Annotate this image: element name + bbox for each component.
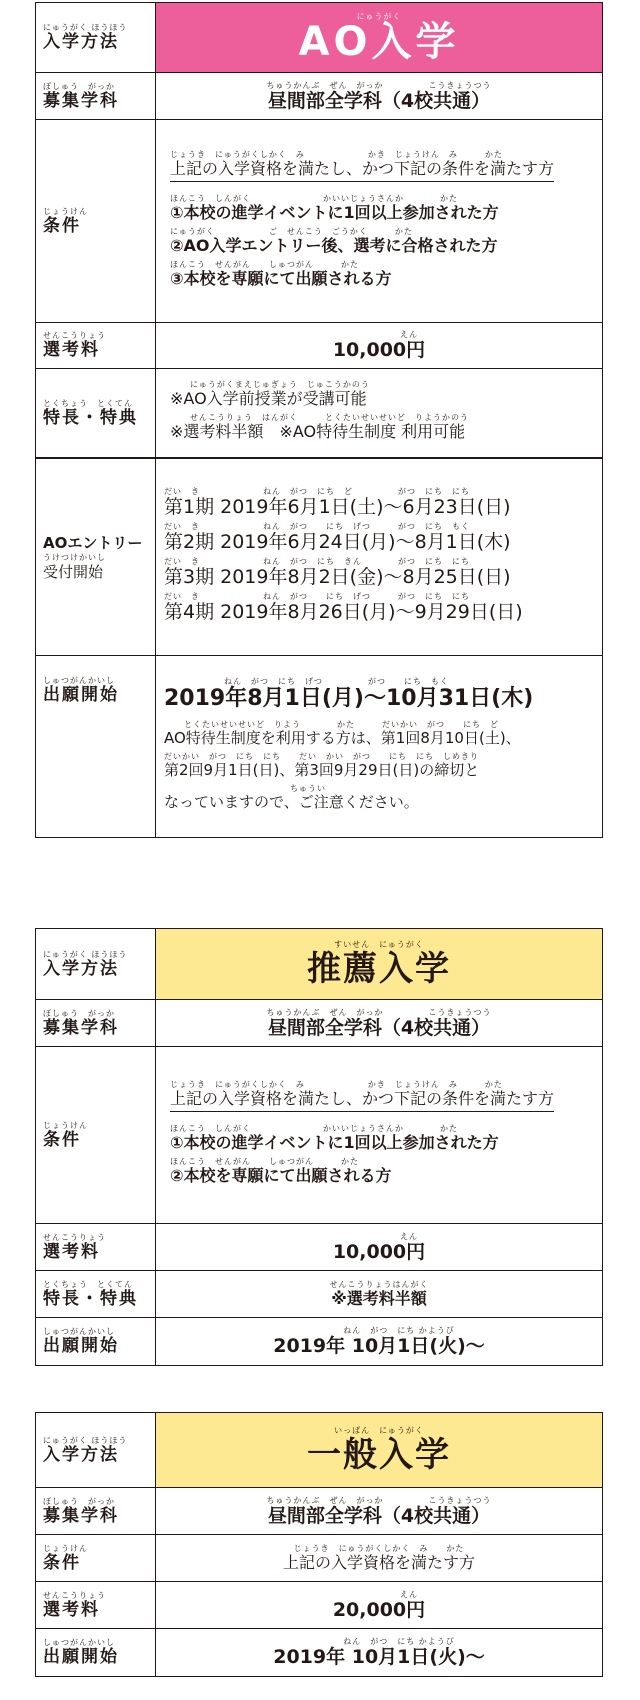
period-line	[164, 522, 511, 553]
dept-value: 昼間部全学科（4校共通）	[267, 1016, 491, 1039]
line-ruby: ほんこう しんがく かいいじょうさんか かた	[170, 193, 458, 203]
value-ruby: えん	[400, 330, 418, 339]
value-ruby: ちゅうかんぶ ぜん がっか こうきょうつう	[266, 1007, 492, 1017]
row-label	[36, 929, 156, 999]
label-ruby: うけつけかいし	[43, 552, 106, 562]
fee-value-cell	[156, 1582, 602, 1628]
label-ruby: にゅうがく ほうほう	[43, 23, 128, 32]
line-text: 第1期 2019年6月1日(土)～6月23日(日)	[164, 496, 511, 518]
note-line	[164, 752, 479, 780]
label-text: 条件	[43, 1552, 81, 1573]
label-text: 募集学科	[43, 90, 119, 111]
line-ruby: じょうき にゅうがくしかく み かき じょうけん み かた	[170, 1080, 503, 1089]
label-ruby: しゅつがんかいし	[43, 1327, 115, 1336]
label-ruby: にゅうがく ほうほう	[43, 1435, 128, 1445]
apply-value: 2019年 10月1日(火)～	[273, 1335, 485, 1357]
title-ruby: いっぱん にゅうがく	[334, 1425, 424, 1435]
line-ruby: だい き ねん がつ にち ど がつ にち にち	[164, 487, 470, 496]
line-ruby: にゅうがく ご せんこう ごうかく かた	[170, 226, 413, 236]
ao-apply-row	[36, 655, 602, 837]
cond-line	[170, 1157, 392, 1186]
fee-value: 20,000円	[332, 1598, 426, 1621]
line-text: ②AO入学エントリー後、選考に合格された方	[170, 235, 498, 255]
ao-title-cell	[156, 3, 602, 72]
cond-value: 上記の入学資格を満たす方	[282, 1552, 475, 1572]
label-text: 受付開始	[43, 562, 104, 581]
label-text: 条件	[43, 1129, 81, 1150]
line-text: ①本校の進学イベントに1回以上参加された方	[170, 202, 499, 222]
label-text: 選考料	[43, 340, 100, 360]
label-ruby: じょうけん	[43, 206, 88, 216]
cond-line	[170, 150, 554, 182]
value-ruby: じょうき にゅうがくしかく み かた	[293, 1543, 465, 1553]
row-label	[36, 1224, 156, 1270]
row-label	[36, 369, 156, 457]
perk-line	[170, 380, 370, 409]
label-ruby: しゅつがんかいし	[43, 1638, 115, 1647]
line-ruby: だい き ねん がつ にち きん がつ にち にち	[164, 557, 470, 566]
label-ruby: ぼしゅう がっか	[43, 1008, 115, 1018]
rec-title: 推薦入学	[307, 948, 451, 989]
title-ruby: にゅうがく	[356, 12, 402, 21]
rec-perk-row	[36, 1270, 602, 1317]
value-ruby: えん	[400, 1589, 418, 1599]
period-line	[164, 592, 523, 623]
label-ruby: とくちょう とくてん	[43, 398, 133, 408]
note-line	[164, 784, 419, 812]
ao-fee-row	[36, 322, 602, 368]
row-label	[36, 3, 156, 72]
row-label	[36, 1582, 156, 1628]
gen-title: 一般入学	[307, 1434, 451, 1475]
line-text: 第2期 2019年6月24日(月)～8月1日(木)	[164, 531, 511, 553]
cond-value-cell	[156, 1047, 602, 1223]
label-ruby: ぼしゅう がっか	[43, 1496, 115, 1506]
label-text: 条件	[43, 215, 81, 236]
apply-date: 2019年8月1日(月)～10月31日(木)	[164, 686, 534, 711]
cond-line	[170, 1124, 499, 1153]
gen-apply-row	[36, 1628, 602, 1676]
perk-line	[170, 413, 469, 442]
cond-line	[170, 1080, 554, 1112]
label-ruby: にゅうがく ほうほう	[43, 949, 128, 959]
row-label	[36, 1535, 156, 1581]
row-label	[36, 1047, 156, 1223]
line-text: ※選考料半額 ※AO特待生制度 利用可能	[170, 422, 466, 441]
gen-cond-row	[36, 1534, 602, 1581]
row-label	[36, 1318, 156, 1365]
label-text: AOエントリー	[43, 533, 143, 552]
label-text: 募集学科	[43, 1505, 119, 1526]
value-ruby: ちゅうかんぶ ぜん がっか こうきょうつう	[266, 80, 492, 90]
value-ruby: ねん がつ にち かようび	[343, 1637, 455, 1646]
row-label	[36, 73, 156, 119]
line-text: ①本校の進学イベントに1回以上参加された方	[170, 1133, 499, 1152]
value-ruby: ねん がつ にち かようび	[343, 1326, 455, 1335]
dept-value: 昼間部全学科（4校共通）	[267, 89, 491, 112]
row-label	[36, 1629, 156, 1676]
recommendation-admission-table	[35, 928, 603, 1366]
apply-value: 2019年 10月1日(火)～	[273, 1646, 485, 1668]
label-text: 入学方法	[43, 1444, 119, 1465]
ao-method-row	[36, 3, 602, 72]
line-ruby: だい き ねん がつ にち げつ がつ にち にち	[164, 592, 470, 601]
line-ruby: ほんこう せんがん しゅつがん かた	[170, 1157, 359, 1166]
line-text: なっていますので、ご注意ください。	[164, 793, 419, 811]
label-text: 出願開始	[43, 1647, 119, 1667]
line-text: AO特待生制度を利用する方は、第1回8月10日(土)、	[164, 729, 521, 747]
rec-dept-row	[36, 999, 602, 1046]
row-label	[36, 323, 156, 368]
label-text: 出願開始	[43, 1336, 119, 1356]
gen-method-row	[36, 1413, 602, 1487]
line-ruby: ちゅうい	[164, 784, 326, 793]
ao-admission-table	[35, 2, 603, 838]
label-text: 特長・特典	[43, 1288, 138, 1309]
line-ruby: にゅうがくまえじゅぎょう じゅこうかのう	[190, 380, 370, 389]
dept-value-cell	[156, 1000, 602, 1046]
label-ruby: とくちょう とくてん	[43, 1279, 133, 1289]
line-text: ③本校を専願にて出願される方	[170, 268, 392, 288]
gen-fee-row	[36, 1581, 602, 1628]
row-label	[36, 459, 156, 655]
label-text: 入学方法	[43, 958, 119, 979]
line-text: ※AO入学前授業が受講可能	[170, 389, 367, 408]
line-ruby: せんこうりょう はんがく とくたいせいせいど りようかのう	[190, 413, 469, 422]
dept-value-cell	[156, 73, 602, 119]
line-ruby: ほんこう しんがく かいいじょうさんか かた	[170, 1124, 458, 1133]
line-ruby: じょうき にゅうがくしかく み かき じょうけん み かた	[170, 149, 503, 159]
row-label	[36, 1271, 156, 1317]
line-text: 上記の入学資格を満たし、かつ下記の条件を満たす方	[170, 1089, 554, 1112]
label-text: 選考料	[43, 1241, 100, 1262]
rec-method-row	[36, 929, 602, 999]
entry-value-cell	[156, 459, 602, 655]
rec-apply-row	[36, 1317, 602, 1365]
label-ruby: じょうけん	[43, 1543, 88, 1553]
ao-perk-row	[36, 368, 602, 457]
label-text: 募集学科	[43, 1017, 119, 1038]
perk-value: ※選考料半額	[331, 1288, 427, 1308]
apply-value-cell	[156, 1629, 602, 1676]
note-line	[164, 720, 521, 748]
perk-value-cell	[156, 369, 602, 457]
fee-value-cell	[156, 323, 602, 368]
ao-entry-row	[36, 457, 602, 655]
perk-value-cell	[156, 1271, 602, 1317]
label-ruby: じょうけん	[43, 1120, 88, 1130]
fee-value: 10,000円	[332, 339, 426, 361]
ao-cond-row	[36, 119, 602, 322]
ao-title: AO入学	[298, 19, 460, 65]
row-label	[36, 656, 156, 837]
line-ruby: だい き ねん がつ にち げつ がつ にち もく	[164, 522, 470, 531]
line-text: 上記の入学資格を満たし、かつ下記の条件を満たす方	[170, 159, 554, 182]
line-text: 第4期 2019年8月26日(月)～9月29日(日)	[164, 601, 523, 623]
cond-line	[170, 194, 499, 223]
apply-value-cell	[156, 656, 602, 837]
fee-value-cell	[156, 1224, 602, 1270]
cond-line	[170, 260, 392, 289]
row-label	[36, 1000, 156, 1046]
date-ruby: ねん がつ にち げつ がつ にち もく	[224, 677, 449, 686]
label-ruby: ぼしゅう がっか	[43, 81, 115, 91]
label-ruby: せんこうりょう	[43, 331, 106, 340]
dept-value-cell	[156, 1488, 602, 1534]
period-line	[164, 487, 511, 518]
ao-dept-row	[36, 72, 602, 119]
row-label	[36, 1488, 156, 1534]
gen-dept-row	[36, 1487, 602, 1534]
row-label	[36, 120, 156, 322]
rec-fee-row	[36, 1223, 602, 1270]
cond-value-cell	[156, 1535, 602, 1581]
line-ruby: とくたいせいせいど りよう かた だいかい がつ にち ど	[184, 720, 499, 729]
general-admission-table	[35, 1412, 603, 1677]
line-text: ②本校を専願にて出願される方	[170, 1166, 392, 1185]
gen-title-cell	[156, 1413, 602, 1487]
label-text: 入学方法	[43, 32, 119, 52]
value-ruby: えん	[400, 1231, 418, 1241]
title-ruby: すいせん にゅうがく	[334, 939, 424, 949]
label-text: 選考料	[43, 1599, 100, 1620]
rec-cond-row	[36, 1046, 602, 1223]
value-ruby: ちゅうかんぶ ぜん がっか こうきょうつう	[266, 1495, 492, 1505]
line-text: 第3期 2019年8月2日(金)～8月25日(日)	[164, 566, 511, 588]
label-ruby: せんこうりょう	[43, 1590, 106, 1600]
line-text: 第2回9月1日(日)、第3回9月29日(日)の締切と	[164, 761, 480, 779]
line-ruby: だいかい がつ にち にち だい かい がつ にち にち しめきり	[164, 752, 479, 761]
line-ruby: ほんこう せんがん しゅつがん かた	[170, 259, 359, 269]
label-text: 出願開始	[43, 685, 119, 705]
rec-title-cell	[156, 929, 602, 999]
period-line	[164, 557, 511, 588]
label-text: 特長・特典	[43, 407, 138, 428]
cond-line	[170, 227, 498, 256]
value-ruby: せんこうりょうはんがく	[329, 1279, 429, 1289]
row-label	[36, 1413, 156, 1487]
dept-value: 昼間部全学科（4校共通）	[267, 1504, 491, 1527]
label-ruby: しゅつがんかいし	[43, 676, 115, 685]
label-ruby: せんこうりょう	[43, 1232, 106, 1242]
fee-value: 10,000円	[332, 1240, 426, 1263]
apply-value-cell	[156, 1318, 602, 1365]
cond-value-cell	[156, 120, 602, 322]
